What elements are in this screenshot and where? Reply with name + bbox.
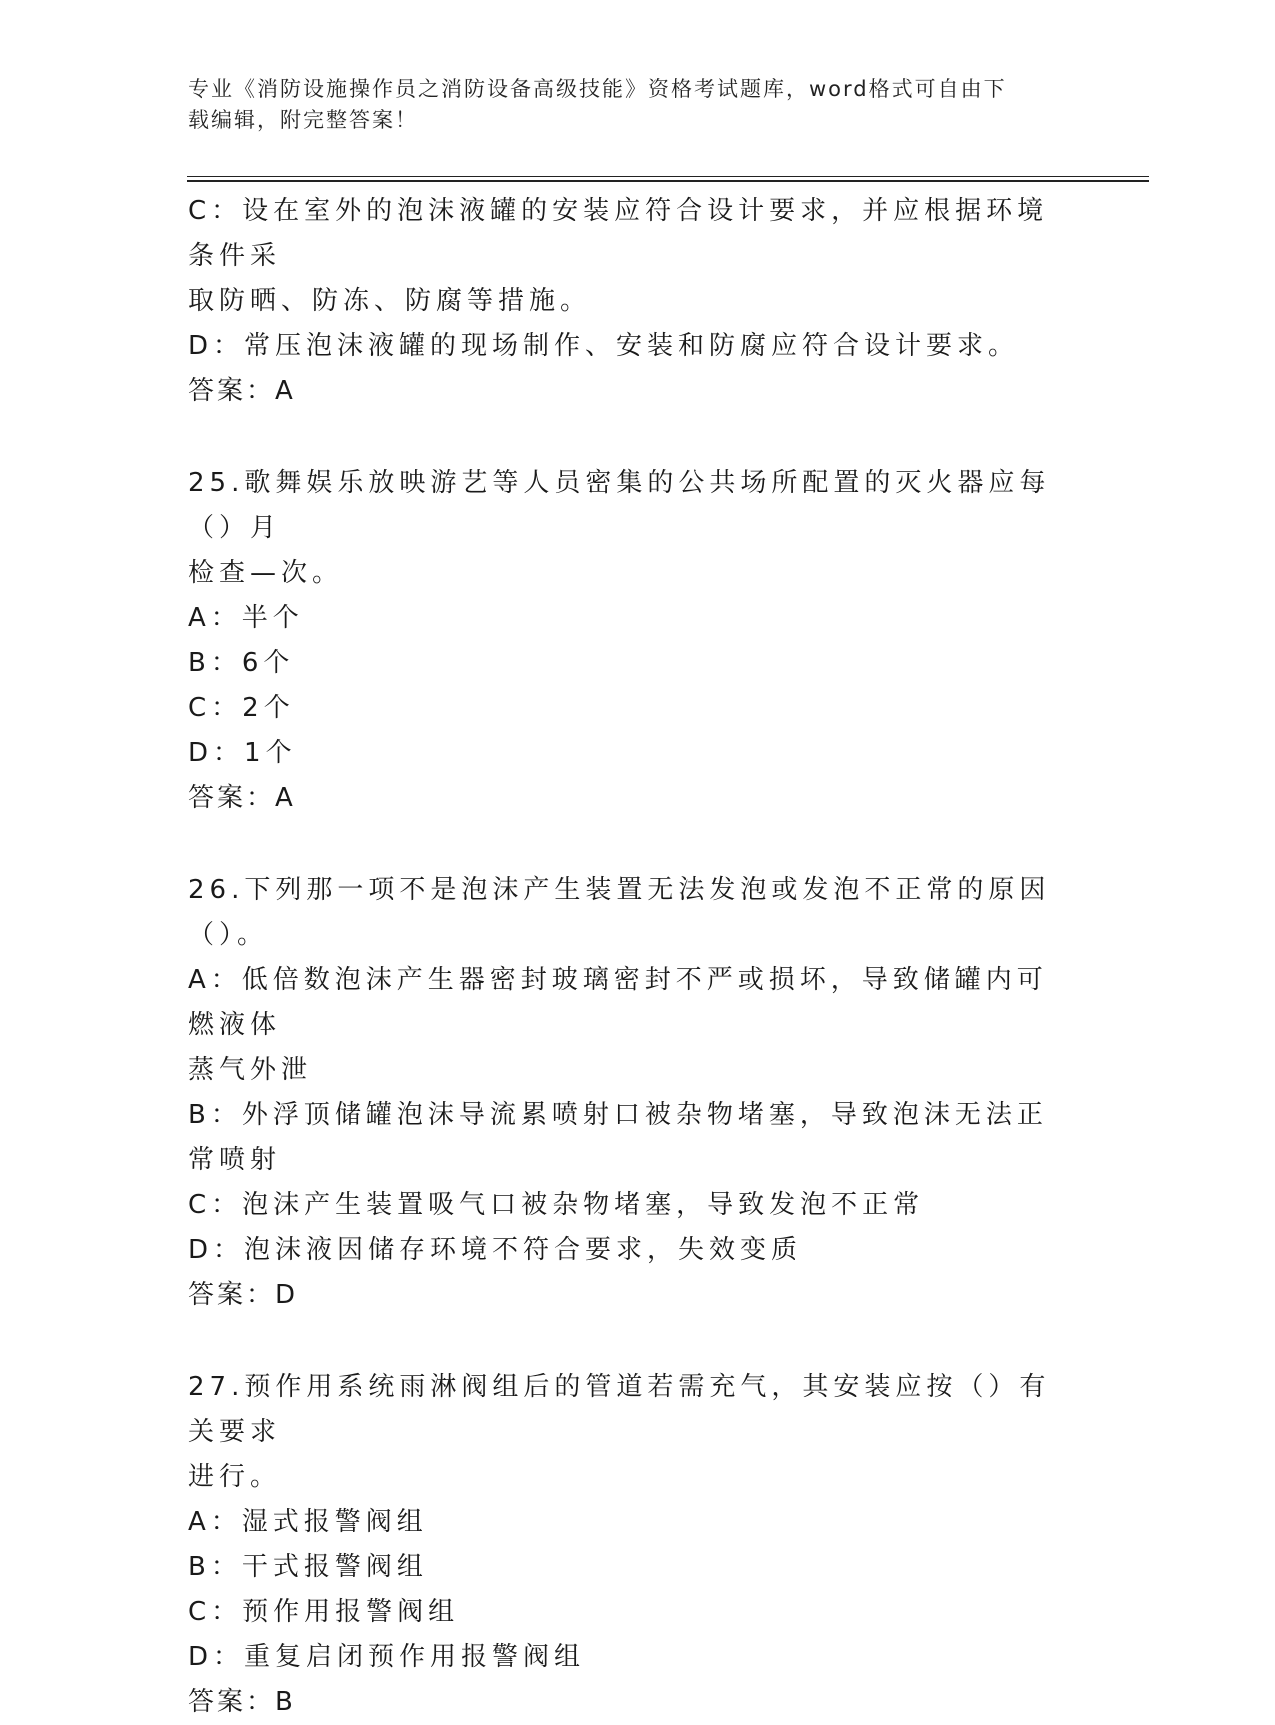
q24-option-d: D：常压泡沫液罐的现场制作、安装和防腐应符合设计要求。 [188,331,1020,361]
document-header [188,74,1068,136]
question-spacer [188,414,1078,461]
q27-option-b: B：干式报警阀组 [188,1552,428,1582]
q25-option-b: B：6个 [188,648,295,678]
q27-option-c: C：预作用报警阀组 [188,1597,460,1627]
q25-stem-line-1: 25.歌舞娱乐放映游艺等人员密集的公共场所配置的灭火器应每（）月 [188,468,1051,543]
question-24-tail [188,189,1078,414]
q25-option-c: C：2个 [188,693,295,723]
q26-answer: 答案：D [188,1280,299,1310]
q25-option-a: A：半个 [188,603,304,633]
q25-answer: 答案：A [188,783,296,813]
question-spacer [188,821,1078,868]
q24-answer: 答案：A [188,376,296,406]
q27-option-d: D：重复启闭预作用报警阀组 [188,1642,586,1672]
q26-option-a-line-1: A：低倍数泡沫产生器密封玻璃密封不严或损坏，导致储罐内可燃液体 [188,965,1048,1040]
q26-option-a-line-2: 蒸气外泄 [188,1055,313,1085]
q24-option-c-line-1: C：设在室外的泡沫液罐的安装应符合设计要求，并应根据环境条件采 [188,196,1049,271]
header-line-1: 专业《消防设施操作员之消防设备高级技能》资格考试题库，word格式可自由下 [188,77,1007,101]
question-spacer [188,1318,1078,1365]
question-25 [188,461,1078,821]
q26-option-b: B：外浮顶储罐泡沫导流累喷射口被杂物堵塞，导致泡沫无法正常喷射 [188,1100,1048,1175]
q27-stem-line-1: 27.预作用系统雨淋阀组后的管道若需充气，其安装应按（）有关要求 [188,1372,1051,1447]
q26-stem: 26.下列那一项不是泡沫产生装置无法发泡或发泡不正常的原因（）。 [188,875,1051,950]
q26-option-c: C：泡沫产生装置吸气口被杂物堵塞，导致发泡不正常 [188,1190,925,1220]
q26-option-d: D：泡沫液因储存环境不符合要求，失效变质 [188,1235,803,1265]
q25-stem-line-2: 检查—次。 [188,558,344,588]
question-list [188,189,1078,1725]
question-27 [188,1365,1078,1725]
q24-option-c-line-2: 取防晒、防冻、防腐等措施。 [188,286,592,316]
q27-option-a: A：湿式报警阀组 [188,1507,428,1537]
header-divider-thin [187,176,1149,177]
question-26 [188,868,1078,1318]
q27-stem-line-2: 进行。 [188,1462,282,1492]
q27-answer: 答案：B [188,1687,296,1717]
header-divider-thick [187,180,1149,182]
q25-option-d: D：1个 [188,738,297,768]
header-line-2: 载编辑，附完整答案！ [188,108,418,132]
